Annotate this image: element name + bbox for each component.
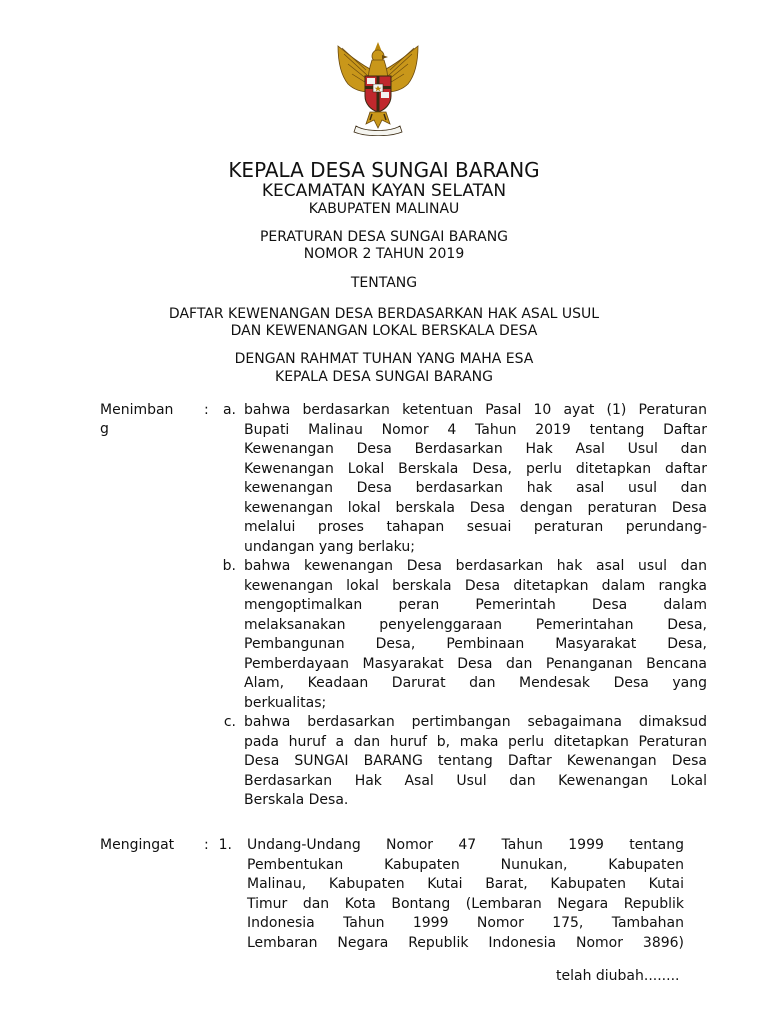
continuation-note: telah diubah........ (556, 968, 680, 984)
authority-title: KEPALA DESA SUNGAI BARANG (228, 158, 540, 182)
about-heading: TENTANG (350, 275, 418, 291)
menimbang-item-b: bahwa kewenangan Desa berdasarkan hak asal usul dan kewenangan lokal berskala Desa ditetapkan dalam rangka mengoptimalkan peran Pemerintah Desa dalam melaksanakan penyelenggaraan Pemerintahan Desa, Pembangunan Desa, Pembinaan Masyarakat Desa, Pemberdayaan Masyarakat Desa dan Penanganan Bencana Alam, Keadaan Darurat dan Mendesak Desa yang berkualitas; (244, 558, 707, 711)
garuda-pancasila-emblem (330, 40, 426, 136)
authority-line: KEPALA DESA SUNGAI BARANG (275, 369, 493, 385)
mengingat-item-1: Undang-Undang Nomor 47 Tahun 1999 tentang Pembentukan Kabupaten Nunukan, Kabupaten Malinau, Kabupaten Kutai Barat, Kabupaten Kutai Timur dan Kota Bontang (Lembaran Negara Republik Indonesia Tahun 1999 Nomor 175, Tambahan Lembaran Negara Republik Indonesia Nomor 3896) (247, 837, 684, 951)
district-title: KECAMATAN KAYAN SELATAN (261, 181, 507, 201)
menimbang-item-b-marker: b. (222, 558, 236, 574)
mengingat-label: Mengingat (100, 837, 175, 853)
menimbang-label-1: Menimban (100, 402, 174, 418)
menimbang-item-a: bahwa berdasarkan ketentuan Pasal 10 ayat (1) Peraturan Bupati Malinau Nomor 4 Tahun 2019 tentang Daftar Kewenangan Desa Berdasarkan Hak Asal Usul dan Kewenangan Lokal Berskala Desa, perlu ditetapkan daftar kewenangan Desa berdasarkan hak asal usul dan kewenangan lokal berskala Desa dengan peraturan Desa melalui proses tahapan sesuai peraturan perundang- undangan yang berlaku; (244, 402, 707, 555)
mengingat-item-1-marker: 1. (218, 837, 232, 853)
menimbang-item-c: bahwa berdasarkan pertimbangan sebagaimana dimaksud pada huruf a dan huruf b, maka perlu ditetapkan Peraturan Desa SUNGAI BARANG tentang Daftar Kewenangan Desa Berdasarkan Hak Asal Usul dan Kewenangan Lokal Berskala Desa. (244, 714, 707, 808)
grace-line: DENGAN RAHMAT TUHAN YANG MAHA ESA (234, 351, 534, 367)
menimbang-colon: : (204, 402, 209, 418)
menimbang-item-a-marker: a. (222, 402, 236, 418)
menimbang-label-2: g (100, 421, 109, 437)
regulation-title: PERATURAN DESA SUNGAI BARANG (259, 229, 509, 245)
mengingat-colon: : (204, 837, 209, 853)
regulation-number: NOMOR 2 TAHUN 2019 (303, 246, 465, 262)
menimbang-item-c-marker: c. (223, 714, 236, 730)
subject-line-2: DAN KEWENANGAN LOKAL BERSKALA DESA (230, 323, 538, 339)
regency-title: KABUPATEN MALINAU (308, 201, 460, 217)
subject-line-1: DAFTAR KEWENANGAN DESA BERDASARKAN HAK ASAL USUL (168, 306, 600, 322)
